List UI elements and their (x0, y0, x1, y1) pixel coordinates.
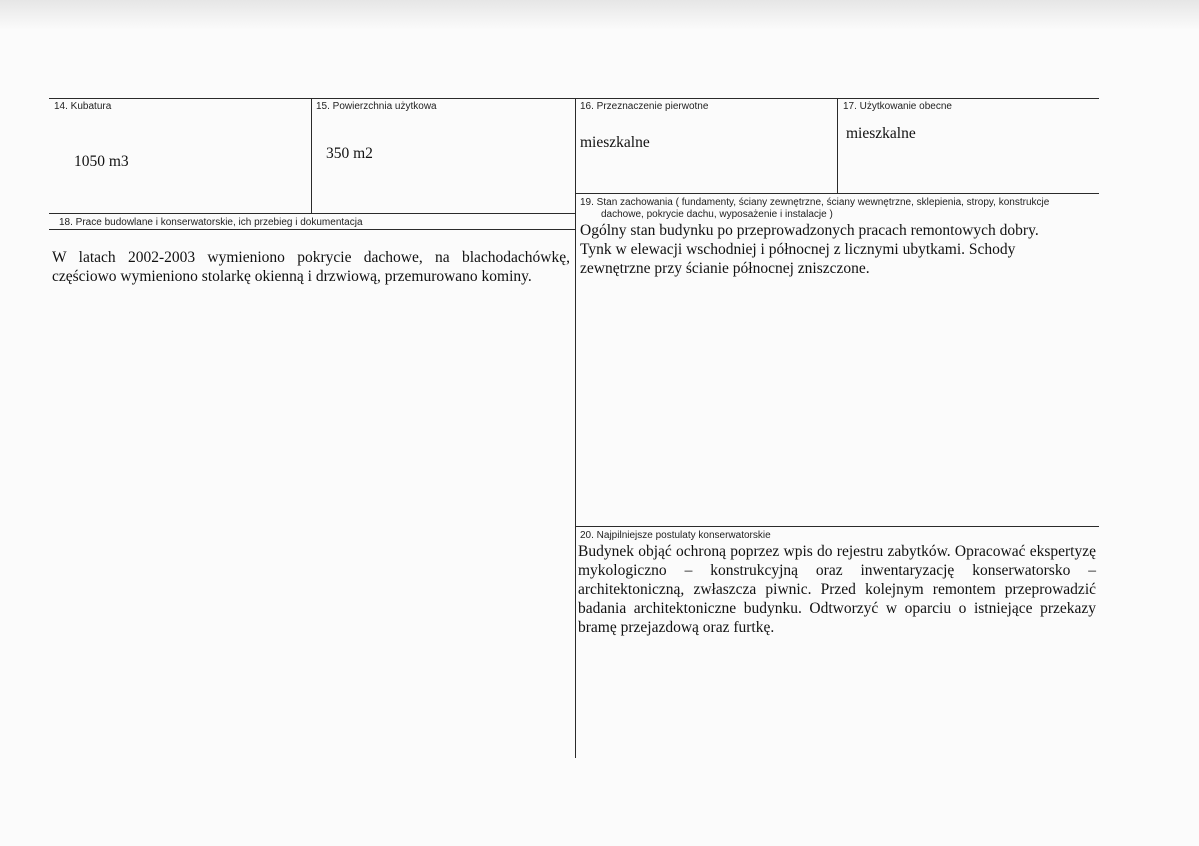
divider-14-15 (311, 98, 312, 213)
rule-above-20 (576, 526, 1099, 527)
field-19-value-line2: Tynk w elewacji wschodniej i północnej z licznymi ubytkami. Schody zewnętrzne przy ścianie północnej zniszczone. (580, 241, 1016, 277)
field-14-value: 1050 m3 (74, 153, 129, 170)
field-20-value: Budynek objąć ochroną poprzez wpis do rejestru zabytków. Opracować ekspertyzę mykologiczno – konstrukcyjną oraz inwentaryzację konserwatorsko – architektoniczną, zwłaszcza piwnic. Przed kolejnym remontem przeprowadzić badania architektoniczne budynku. Odtworzyć w oparciu o istniejące przekazy bramę przejazdową oraz furtkę. (578, 543, 1096, 636)
rule-above-19 (576, 193, 1099, 194)
rule-below-18-label (49, 229, 576, 230)
rule-above-18 (49, 213, 576, 214)
field-14-label: 14. Kubatura (54, 101, 112, 112)
field-18-value: W latach 2002-2003 wymieniono pokrycie dachowe, na blachodachówkę, częściowo wymieniono stolarkę okienną i drzwiową, przemurowano kominy. (52, 249, 570, 285)
center-divider (575, 98, 576, 758)
field-20-label: 20. Najpilniejsze postulaty konserwatorskie (580, 530, 771, 541)
field-18-label: 18. Prace budowlane i konserwatorskie, ich przebieg i dokumentacja (59, 217, 363, 228)
field-19-value-line1: Ogólny stan budynku po przeprowadzonych pracach remontowych dobry. (580, 222, 1039, 239)
field-19-label-line1: 19. Stan zachowania ( fundamenty, ściany zewnętrzne, ściany wewnętrzne, sklepienia, stropy, konstrukcje (580, 197, 1050, 208)
field-19-label-line2: dachowe, pokrycie dachu, wyposażenie i instalacje ) (601, 209, 833, 220)
scan-edge-shadow (0, 0, 1199, 30)
field-17-value: mieszkalne (846, 125, 916, 142)
field-15-label: 15. Powierzchnia użytkowa (316, 101, 437, 112)
field-16-label: 16. Przeznaczenie pierwotne (580, 101, 709, 112)
field-17-label: 17. Użytkowanie obecne (843, 101, 952, 112)
field-15-value: 350 m2 (326, 145, 373, 162)
top-rule (49, 98, 1099, 99)
field-16-value: mieszkalne (580, 134, 650, 151)
divider-16-17 (837, 98, 838, 193)
